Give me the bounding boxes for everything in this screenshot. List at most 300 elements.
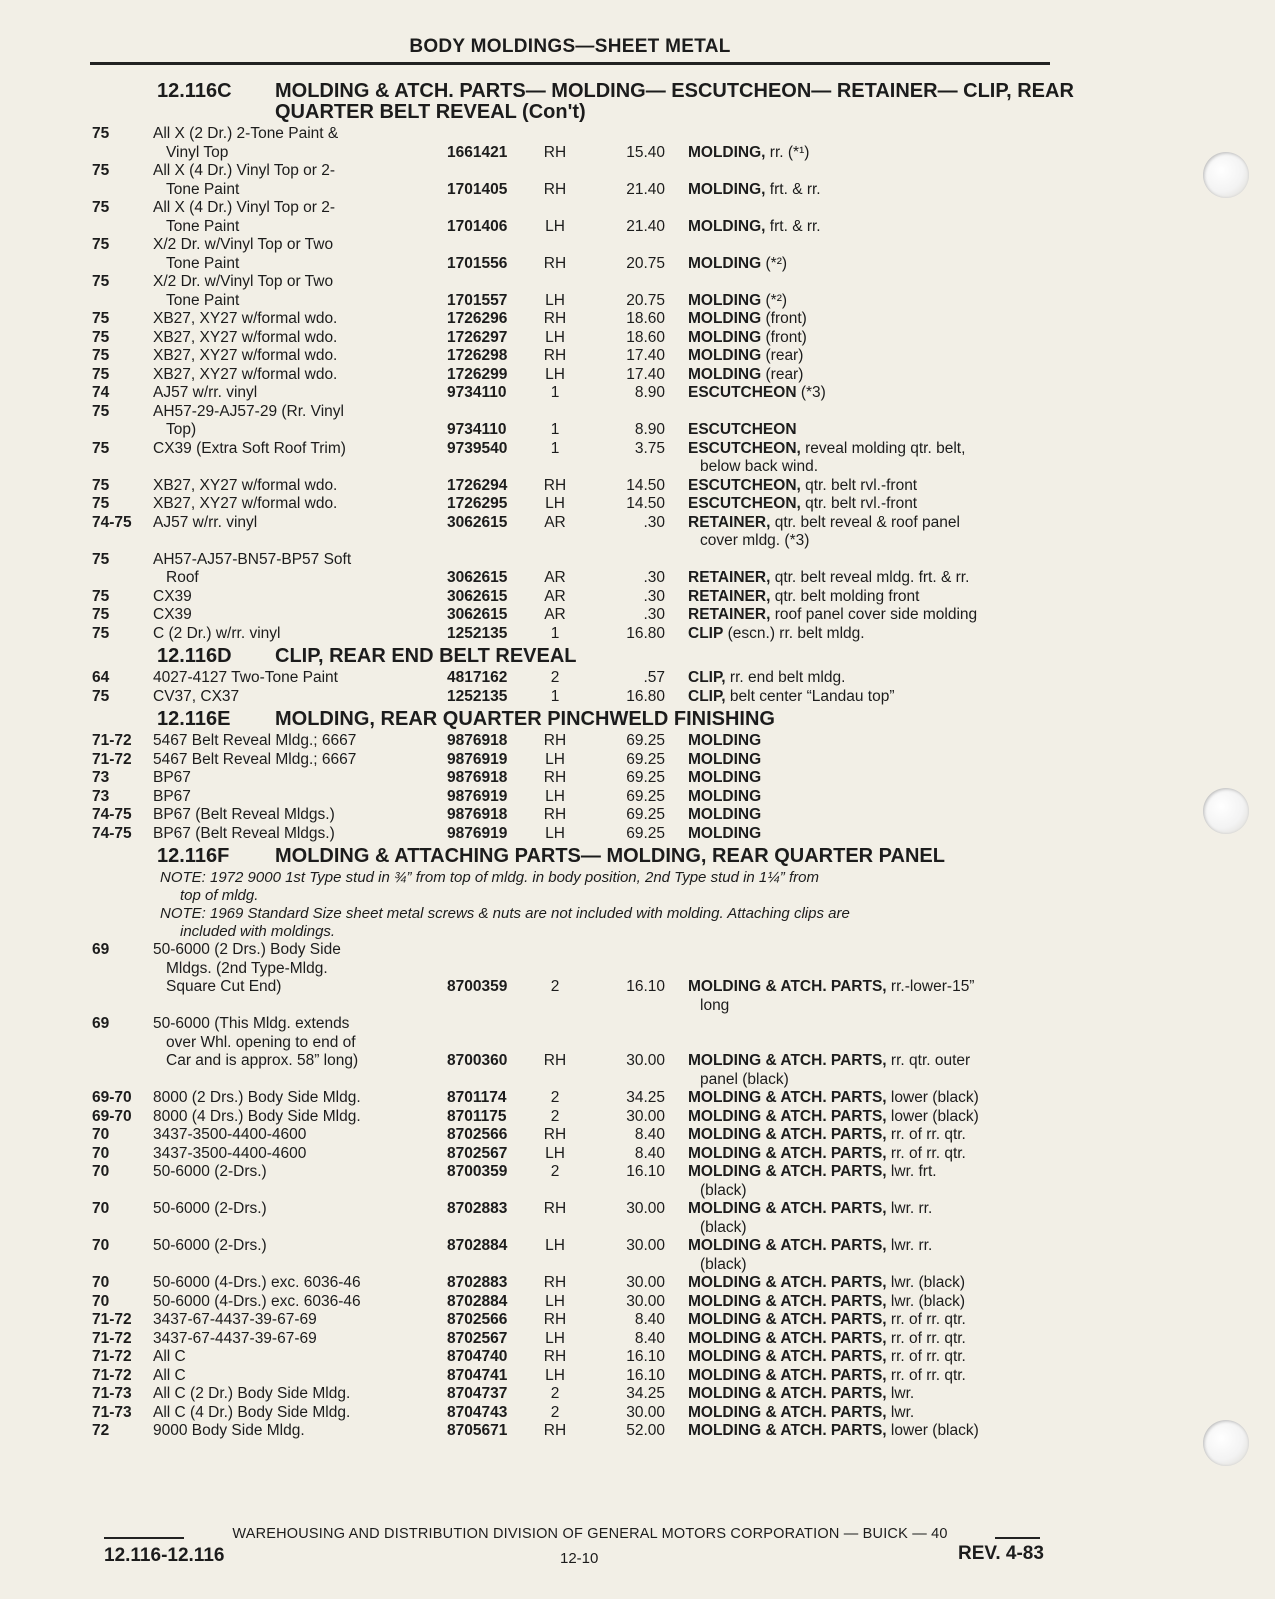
- quantity: LH: [545, 1237, 565, 1254]
- part-name-detail: (black): [700, 1181, 747, 1199]
- description-line: 5467 Belt Reveal Mldg.; 6667: [153, 732, 357, 749]
- price: 34.25: [626, 1385, 665, 1402]
- part-name: [688, 1311, 1058, 1330]
- description-line: CX39: [153, 606, 192, 623]
- application-description: [153, 1145, 425, 1164]
- description-line: over Whl. opening to end of: [166, 1033, 356, 1051]
- table-row: [0, 366, 1275, 385]
- table-row: [0, 1330, 1275, 1349]
- part-name: [688, 1126, 1058, 1145]
- part-number: 9876919: [447, 787, 508, 805]
- model-year: 75: [92, 606, 110, 623]
- table-row: [0, 1311, 1275, 1330]
- application-description: [153, 1126, 425, 1145]
- note-line: NOTE: 1969 Standard Size sheet metal screws & nuts are not included with molding. Attaching clips are: [160, 905, 850, 922]
- part-number: 8700360: [447, 1052, 508, 1069]
- price: 17.40: [626, 347, 665, 364]
- part-name-detail: panel (black): [700, 1070, 789, 1088]
- part-name-detail: (escn.) rr. belt mldg.: [723, 624, 865, 642]
- section-title: MOLDING & ATCH. PARTS— MOLDING— ESCUTCHEON— RETAINER— CLIP, REAR QUARTER BELT REVEAL (Con't): [275, 80, 1074, 123]
- table-row: [0, 495, 1275, 514]
- part-name-bold: MOLDING,: [688, 180, 766, 198]
- price: 69.25: [626, 806, 665, 823]
- part-name-detail: (rear): [761, 347, 804, 364]
- price: .30: [643, 606, 665, 623]
- description-line: Top): [166, 421, 197, 438]
- price: 14.50: [626, 495, 665, 512]
- quantity: RH: [543, 180, 567, 198]
- part-name: [688, 769, 1058, 788]
- description-line: 50-6000 (2-Drs.): [153, 1237, 267, 1254]
- part-name-detail: lwr. rr.: [886, 1237, 933, 1254]
- table-row: [0, 125, 1275, 162]
- model-year: 75: [92, 310, 110, 327]
- part-name: [688, 421, 1058, 440]
- part-name: [688, 310, 1058, 329]
- table-row: [0, 588, 1275, 607]
- table-row: [0, 199, 1275, 236]
- application-description: [153, 732, 425, 751]
- part-name: [688, 978, 1058, 1015]
- part-number: 9876919: [447, 824, 508, 842]
- section-title: MOLDING, REAR QUARTER PINCHWELD FINISHING: [275, 708, 775, 730]
- price: 30.00: [626, 1107, 665, 1125]
- model-year: 75: [92, 273, 110, 290]
- part-name: [688, 514, 1058, 551]
- quantity: RH: [543, 769, 567, 786]
- model-year: 75: [92, 236, 110, 253]
- part-name: [688, 1108, 1058, 1127]
- part-name: [688, 181, 1058, 200]
- part-name-bold: MOLDING & ATCH. PARTS,: [688, 978, 887, 995]
- section-heading: [0, 646, 1275, 667]
- part-name: [688, 806, 1058, 825]
- application-description: [153, 329, 425, 348]
- part-name-bold: CLIP: [688, 624, 724, 642]
- application-description: [153, 1385, 425, 1404]
- part-name-detail: below back wind.: [700, 458, 819, 475]
- model-year: 75: [92, 550, 110, 568]
- part-name: [688, 825, 1058, 844]
- price: 18.60: [626, 328, 665, 346]
- price: .30: [643, 513, 665, 531]
- description-line: All X (4 Dr.) Vinyl Top or 2-: [153, 199, 336, 216]
- part-number: 1701557: [447, 291, 508, 309]
- table-row: [0, 1348, 1275, 1367]
- price: 8.90: [634, 384, 665, 401]
- part-name-bold: RETAINER,: [688, 587, 771, 605]
- description-line: 3437-67-4437-39-67-69: [153, 1311, 317, 1328]
- part-name-bold: MOLDING & ATCH. PARTS,: [688, 1311, 887, 1328]
- description-line: XB27, XY27 w/formal wdo.: [153, 310, 338, 327]
- part-name: [688, 1348, 1058, 1367]
- table-row: [0, 625, 1275, 644]
- price: 18.60: [626, 310, 665, 327]
- table-row: [0, 310, 1275, 329]
- table-row: [0, 732, 1275, 751]
- section-note: [0, 905, 1030, 941]
- quantity: AR: [544, 569, 566, 586]
- quantity: RH: [543, 143, 567, 161]
- part-name: [688, 292, 1058, 311]
- part-name: [688, 440, 1058, 477]
- section-number: 12.116E: [157, 708, 231, 730]
- description-line: 4027-4127 Two-Tone Paint: [153, 669, 338, 686]
- quantity: 1: [550, 421, 560, 438]
- part-number: 9876919: [447, 750, 508, 768]
- part-name-detail: (*²): [761, 291, 788, 309]
- quantity: 2: [550, 1385, 560, 1402]
- price: 16.10: [626, 1348, 665, 1365]
- application-description: [153, 669, 425, 688]
- price: 30.00: [626, 1274, 665, 1291]
- footer-rule: [995, 1537, 1040, 1539]
- table-row: [0, 1237, 1275, 1274]
- parts-listing: [0, 78, 1275, 1441]
- description-line: X/2 Dr. w/Vinyl Top or Two: [153, 236, 334, 253]
- table-row: [0, 236, 1275, 273]
- price: 8.40: [634, 1329, 665, 1347]
- application-description: [153, 162, 425, 199]
- model-year: 75: [92, 125, 110, 142]
- price: 34.25: [626, 1089, 665, 1106]
- part-name: [688, 144, 1058, 163]
- quantity: RH: [543, 254, 567, 272]
- part-name: [688, 1274, 1058, 1293]
- description-line: 50-6000 (This Mldg. extends: [153, 1015, 350, 1032]
- model-year: 73: [92, 769, 110, 786]
- part-name-bold: MOLDING: [688, 769, 762, 786]
- quantity: LH: [545, 328, 565, 346]
- section-number: 12.116C: [157, 80, 232, 102]
- application-description: [153, 495, 425, 514]
- price: 30.00: [626, 1237, 665, 1254]
- part-name: [688, 1237, 1058, 1274]
- price: 8.40: [634, 1126, 665, 1143]
- part-name: [688, 1145, 1058, 1164]
- part-name: [688, 329, 1058, 348]
- model-year: 75: [92, 328, 110, 346]
- application-description: [153, 1089, 425, 1108]
- description-line: 50-6000 (2-Drs.): [153, 1163, 267, 1180]
- table-row: [0, 347, 1275, 366]
- part-name-bold: ESCUTCHEON: [688, 421, 797, 438]
- quantity: RH: [543, 732, 567, 749]
- price: 30.00: [626, 1200, 665, 1217]
- description-line: All X (4 Dr.) Vinyl Top or 2-: [153, 162, 336, 179]
- description-line: XB27, XY27 w/formal wdo.: [153, 347, 338, 364]
- price: 30.00: [626, 1292, 665, 1310]
- application-description: [153, 1108, 425, 1127]
- description-line: 3437-3500-4400-4600: [153, 1144, 307, 1162]
- part-name-detail: qtr. belt rvl.-front: [800, 495, 918, 512]
- part-name-bold: MOLDING & ATCH. PARTS,: [688, 1200, 887, 1217]
- application-description: [153, 688, 425, 707]
- part-name: [688, 688, 1058, 707]
- table-row: [0, 1108, 1275, 1127]
- table-row: [0, 1293, 1275, 1312]
- part-name-bold: MOLDING: [688, 347, 762, 364]
- description-line: CX39: [153, 587, 192, 605]
- part-number: 8702566: [447, 1311, 508, 1328]
- description-line: 50-6000 (4-Drs.) exc. 6036-46: [153, 1274, 361, 1291]
- application-description: [153, 1348, 425, 1367]
- description-line: BP67 (Belt Reveal Mldgs.): [153, 806, 335, 823]
- description-line: 5467 Belt Reveal Mldg.; 6667: [153, 750, 357, 768]
- description-line: All C (4 Dr.) Body Side Mldg.: [153, 1403, 351, 1421]
- part-name: [688, 477, 1058, 496]
- description-line: XB27, XY27 w/formal wdo.: [153, 495, 338, 512]
- part-number: 1252135: [447, 687, 508, 705]
- part-name-bold: MOLDING,: [688, 217, 766, 235]
- model-year: 70: [92, 1126, 110, 1143]
- part-name-bold: MOLDING: [688, 732, 762, 749]
- application-description: [153, 1163, 425, 1182]
- application-description: [153, 825, 425, 844]
- section-number: 12.116D: [157, 645, 232, 667]
- part-name-detail: reveal molding qtr. belt,: [800, 439, 966, 457]
- part-name-bold: MOLDING & ATCH. PARTS,: [688, 1052, 887, 1069]
- header-rule: [90, 62, 1050, 65]
- footer-text: WAREHOUSING AND DISTRIBUTION DIVISION OF GENERAL MOTORS CORPORATION — BUICK — 40: [232, 1526, 948, 1542]
- application-description: [153, 1200, 425, 1219]
- application-description: [153, 310, 425, 329]
- application-description: [153, 236, 425, 273]
- part-name-detail: lwr. frt.: [886, 1163, 937, 1180]
- part-number: 8704740: [447, 1348, 508, 1365]
- part-name-bold: CLIP,: [688, 687, 726, 705]
- part-name-bold: MOLDING & ATCH. PARTS,: [688, 1163, 887, 1180]
- application-description: [153, 1311, 425, 1330]
- part-number: 1252135: [447, 624, 508, 642]
- application-description: [153, 440, 425, 459]
- quantity: RH: [543, 310, 567, 327]
- application-description: [153, 1422, 425, 1441]
- part-name: [688, 1293, 1058, 1312]
- part-name-bold: MOLDING & ATCH. PARTS,: [688, 1348, 887, 1365]
- model-year: 70: [92, 1163, 110, 1180]
- part-name: [688, 384, 1058, 403]
- description-line: Roof: [166, 569, 199, 586]
- description-line: X/2 Dr. w/Vinyl Top or Two: [153, 273, 334, 290]
- part-number: 8700359: [447, 978, 508, 995]
- part-name: [688, 1404, 1058, 1423]
- quantity: 1: [550, 384, 560, 401]
- part-number: 8704741: [447, 1366, 508, 1384]
- price: 52.00: [626, 1422, 665, 1439]
- part-number: 8704737: [447, 1385, 508, 1402]
- part-name-bold: ESCUTCHEON,: [688, 439, 801, 457]
- part-name-bold: MOLDING: [688, 806, 762, 823]
- model-year: 72: [92, 1422, 110, 1439]
- part-name-bold: MOLDING & ATCH. PARTS,: [688, 1403, 887, 1421]
- quantity: RH: [543, 1052, 567, 1069]
- part-name-bold: ESCUTCHEON,: [688, 476, 801, 494]
- part-name-detail: rr. of rr. qtr.: [886, 1311, 966, 1328]
- model-year: 64: [92, 669, 110, 686]
- part-name: [688, 1422, 1058, 1441]
- section-heading: [0, 709, 1275, 730]
- quantity: RH: [543, 806, 567, 823]
- quantity: LH: [545, 1366, 565, 1384]
- part-name-detail: roof panel cover side molding: [770, 606, 978, 623]
- footer-page-number: 12-10: [560, 1550, 599, 1567]
- part-name: [688, 1200, 1058, 1237]
- description-line: AH57-AJ57-BN57-BP57 Soft: [153, 550, 352, 568]
- price: 8.90: [634, 421, 665, 438]
- description-line: 8000 (4 Drs.) Body Side Mldg.: [153, 1107, 361, 1125]
- table-row: [0, 551, 1275, 588]
- part-name-detail: rr. end belt mldg.: [725, 669, 846, 686]
- part-name: [688, 588, 1058, 607]
- table-row: [0, 403, 1275, 440]
- part-name: [688, 1089, 1058, 1108]
- table-row: [0, 477, 1275, 496]
- quantity: LH: [545, 787, 565, 805]
- price: .30: [643, 587, 665, 605]
- application-description: [153, 403, 425, 440]
- part-name-bold: ESCUTCHEON,: [688, 495, 801, 512]
- part-number: 9876918: [447, 769, 508, 786]
- description-line: Tone Paint: [166, 291, 240, 309]
- section-title: CLIP, REAR END BELT REVEAL: [275, 645, 577, 667]
- part-name: [688, 751, 1058, 770]
- price: .57: [643, 669, 665, 686]
- part-name-detail: lwr.: [886, 1403, 915, 1421]
- model-year: 75: [92, 587, 110, 605]
- table-row: [0, 688, 1275, 707]
- part-number: 1661421: [447, 143, 508, 161]
- part-name-detail: rr. qtr. outer: [886, 1052, 971, 1069]
- table-row: [0, 769, 1275, 788]
- price: 16.10: [626, 1366, 665, 1384]
- quantity: LH: [545, 1292, 565, 1310]
- description-line: 3437-67-4437-39-67-69: [153, 1329, 317, 1347]
- model-year: 70: [92, 1237, 110, 1254]
- price: 21.40: [626, 217, 665, 235]
- application-description: [153, 625, 425, 644]
- quantity: 2: [550, 1163, 560, 1180]
- quantity: RH: [543, 1422, 567, 1439]
- price: 69.25: [626, 787, 665, 805]
- price: 17.40: [626, 365, 665, 383]
- quantity: LH: [545, 291, 565, 309]
- part-name-detail: qtr. belt molding front: [770, 587, 920, 605]
- part-name-bold: MOLDING: [688, 254, 762, 272]
- application-description: [153, 1274, 425, 1293]
- part-name: [688, 569, 1058, 588]
- model-year: 70: [92, 1200, 110, 1217]
- section-heading: [0, 846, 1275, 867]
- quantity: LH: [545, 750, 565, 768]
- model-year: 69-70: [92, 1089, 132, 1106]
- part-name: [688, 625, 1058, 644]
- part-name-bold: MOLDING & ATCH. PARTS,: [688, 1274, 887, 1291]
- price: 30.00: [626, 1403, 665, 1421]
- part-number: 8704743: [447, 1403, 508, 1421]
- application-description: [153, 1293, 425, 1312]
- application-description: [153, 788, 425, 807]
- part-name-bold: MOLDING & ATCH. PARTS,: [688, 1385, 887, 1402]
- table-row: [0, 825, 1275, 844]
- description-line: BP67 (Belt Reveal Mldgs.): [153, 824, 335, 842]
- model-year: 71-72: [92, 1348, 132, 1365]
- description-line: Tone Paint: [166, 180, 240, 198]
- part-name: [688, 606, 1058, 625]
- note-line: top of mldg.: [180, 887, 259, 904]
- footer-rule: [104, 1537, 184, 1539]
- model-year: 75: [92, 162, 110, 179]
- part-number: 8702566: [447, 1126, 508, 1143]
- description-line: C (2 Dr.) w/rr. vinyl: [153, 624, 281, 642]
- part-name: [688, 366, 1058, 385]
- part-number: 8702567: [447, 1329, 508, 1347]
- table-row: [0, 1404, 1275, 1423]
- model-year: 69: [92, 941, 110, 958]
- part-name-detail: (*3): [796, 384, 826, 401]
- part-name-detail: (rear): [761, 365, 804, 383]
- part-name-detail: (black): [700, 1218, 747, 1236]
- part-name-detail: rr.-lower-15”: [886, 978, 975, 995]
- section-heading: [0, 81, 1275, 123]
- application-description: [153, 273, 425, 310]
- part-number: 9734110: [447, 384, 507, 401]
- model-year: 75: [92, 347, 110, 364]
- application-description: [153, 347, 425, 366]
- part-number: 1726295: [447, 495, 508, 512]
- part-number: 1701405: [447, 180, 508, 198]
- part-name-detail: rr. of rr. qtr.: [886, 1144, 966, 1162]
- application-description: [153, 769, 425, 788]
- part-number: 8702884: [447, 1292, 508, 1310]
- quantity: RH: [543, 1348, 567, 1365]
- price: 8.40: [634, 1144, 665, 1162]
- part-name-detail: lower (black): [886, 1089, 979, 1106]
- model-year: 74: [92, 384, 110, 401]
- part-name-detail: cover mldg. (*3): [700, 532, 810, 549]
- table-row: [0, 1367, 1275, 1386]
- model-year: 71-72: [92, 1366, 132, 1384]
- part-number: 8702567: [447, 1144, 508, 1162]
- application-description: [153, 1015, 425, 1071]
- application-description: [153, 588, 425, 607]
- description-line: All C: [153, 1348, 186, 1365]
- quantity: RH: [543, 1200, 567, 1217]
- quantity: LH: [545, 217, 565, 235]
- model-year: 73: [92, 787, 110, 805]
- part-name-bold: MOLDING & ATCH. PARTS,: [688, 1366, 887, 1384]
- table-row: [0, 514, 1275, 551]
- price: 3.75: [634, 439, 665, 457]
- description-line: 50-6000 (2-Drs.): [153, 1200, 267, 1217]
- part-name-detail: frt. & rr.: [765, 217, 821, 235]
- table-row: [0, 788, 1275, 807]
- description-line: 9000 Body Side Mldg.: [153, 1422, 305, 1439]
- part-name-detail: (front): [761, 328, 807, 346]
- description-line: 8000 (2 Drs.) Body Side Mldg.: [153, 1089, 361, 1106]
- table-row: [0, 1274, 1275, 1293]
- section-title: MOLDING & ATTACHING PARTS— MOLDING, REAR QUARTER PANEL: [275, 845, 945, 867]
- description-line: 3437-3500-4400-4600: [153, 1126, 307, 1143]
- model-year: 71-72: [92, 750, 132, 768]
- table-row: [0, 751, 1275, 770]
- table-row: [0, 1126, 1275, 1145]
- model-year: 74-75: [92, 513, 132, 531]
- part-name: [688, 495, 1058, 514]
- description-line: Tone Paint: [166, 217, 240, 235]
- part-number: 1726294: [447, 476, 508, 494]
- description-line: AJ57 w/rr. vinyl: [153, 384, 258, 401]
